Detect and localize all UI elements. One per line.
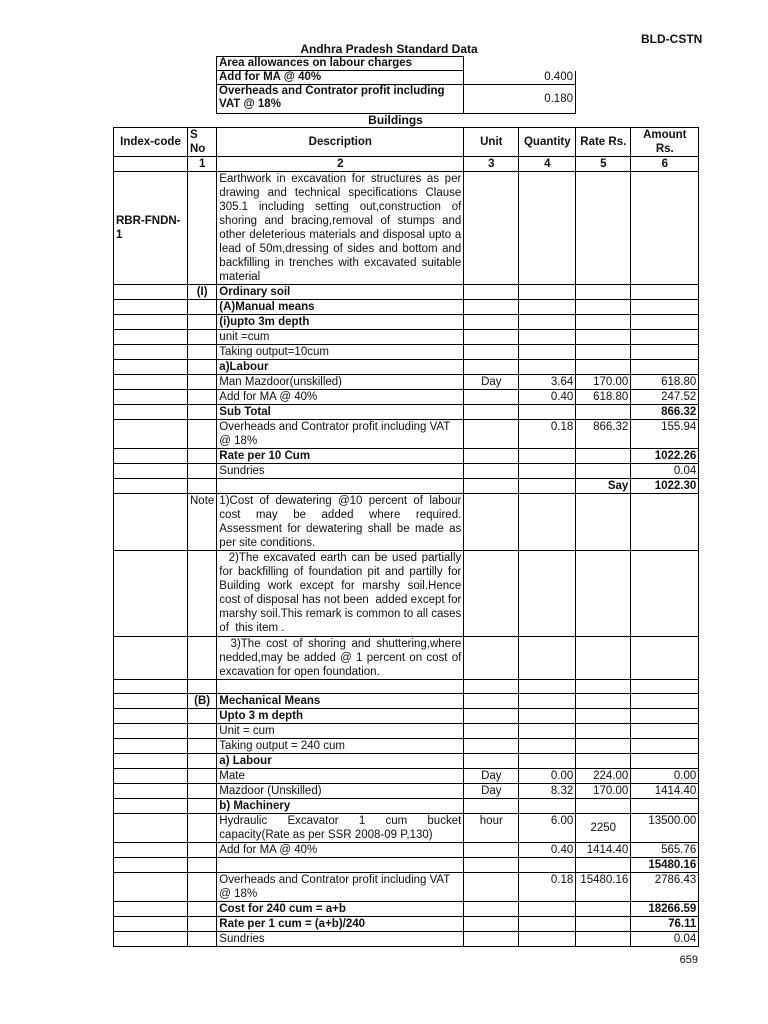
unit-cell (464, 300, 519, 315)
rate-cell (576, 680, 631, 694)
table-row (114, 932, 699, 947)
rate-cell: 15480.16 (576, 873, 631, 902)
column-number-cell: 2 (217, 157, 464, 172)
s-no-cell (188, 360, 217, 375)
s-no-cell (188, 345, 217, 360)
unit-cell: Day (464, 784, 519, 799)
page-title: Andhra Pradesh Standard Data (300, 42, 478, 56)
quantity-cell (519, 724, 576, 739)
rate-cell (576, 917, 631, 932)
quantity-cell (519, 551, 576, 637)
column-number-cell: 6 (631, 157, 699, 172)
index-code-cell (114, 694, 188, 709)
description-cell: Rate per 10 Cum (217, 449, 464, 464)
index-code-cell (114, 360, 188, 375)
header-index-code: Index-code (114, 128, 188, 157)
amount-cell (631, 724, 699, 739)
table-row (114, 449, 699, 464)
rate-cell: 1414.40 (576, 843, 631, 858)
rate-cell (576, 724, 631, 739)
table-row (114, 464, 699, 479)
description-cell: unit =cum (217, 330, 464, 345)
unit-cell: Day (464, 375, 519, 390)
quantity-cell (519, 754, 576, 769)
amount-cell (631, 799, 699, 814)
rate-cell (576, 902, 631, 917)
amount-cell: 618.80 (631, 375, 699, 390)
rate-cell (576, 637, 631, 680)
column-number-cell: 5 (576, 157, 631, 172)
rate-cell (576, 799, 631, 814)
rate-cell (576, 360, 631, 375)
unit-cell (464, 799, 519, 814)
description-cell: (A)Manual means (217, 300, 464, 315)
description-cell: Add for MA @ 40% (217, 843, 464, 858)
quantity-cell (519, 315, 576, 330)
index-code-cell (114, 754, 188, 769)
amount-cell: 2786.43 (631, 873, 699, 902)
description-cell: Unit = cum (217, 724, 464, 739)
rate-cell (576, 932, 631, 947)
table-row (114, 551, 699, 637)
quantity-cell (519, 285, 576, 300)
table-row (114, 769, 699, 784)
description-cell: (i)upto 3m depth (217, 315, 464, 330)
table-row (114, 285, 699, 300)
index-code-cell (114, 315, 188, 330)
s-no-cell (188, 739, 217, 754)
index-code-cell (114, 551, 188, 637)
table-row (114, 300, 699, 315)
index-code-cell (114, 637, 188, 680)
amount-cell: 18266.59 (631, 902, 699, 917)
amount-cell (631, 680, 699, 694)
table-row (114, 739, 699, 754)
rate-cell (576, 494, 631, 551)
rate-cell (576, 464, 631, 479)
index-code-cell (114, 917, 188, 932)
description-cell: Sub Total (217, 405, 464, 420)
amount-cell (631, 330, 699, 345)
table-row (114, 754, 699, 769)
description-cell: Add for MA @ 40% (217, 390, 464, 405)
rate-analysis-table (113, 127, 699, 947)
rate-cell (576, 300, 631, 315)
header-row (114, 128, 699, 157)
quantity-cell: 0.00 (519, 769, 576, 784)
index-code-cell (114, 390, 188, 405)
index-code-cell (114, 799, 188, 814)
table-row (114, 479, 699, 494)
rate-cell (576, 754, 631, 769)
s-no-cell (188, 932, 217, 947)
rate-cell (576, 449, 631, 464)
amount-cell (631, 300, 699, 315)
index-code-cell (114, 330, 188, 345)
description-cell (217, 858, 464, 873)
amount-cell: 247.52 (631, 390, 699, 405)
unit-cell (464, 873, 519, 902)
table-row (114, 724, 699, 739)
index-code-cell (114, 739, 188, 754)
table-row (114, 390, 699, 405)
quantity-cell (519, 932, 576, 947)
index-code-cell (114, 680, 188, 694)
header-rate: Rate Rs. (576, 128, 631, 157)
description-cell: Overheads and Contrator profit including VAT @ 18% (217, 873, 464, 902)
rate-cell: Say (576, 479, 631, 494)
index-code-cell (114, 494, 188, 551)
s-no-cell (188, 330, 217, 345)
s-no-cell (188, 799, 217, 814)
unit-cell (464, 637, 519, 680)
s-no-cell (188, 405, 217, 420)
s-no-cell (188, 172, 217, 285)
unit-cell (464, 449, 519, 464)
amount-cell: 0.00 (631, 769, 699, 784)
index-code-cell (114, 420, 188, 449)
column-number-cell: 3 (464, 157, 519, 172)
unit-cell (464, 360, 519, 375)
unit-cell (464, 680, 519, 694)
description-cell (217, 479, 464, 494)
quantity-cell (519, 330, 576, 345)
description-cell: 1)Cost of dewatering @10 percent of labour cost may be added where required. Assessment for dewatering shall be made as per site conditions. (217, 494, 464, 551)
amount-cell (631, 315, 699, 330)
index-code-cell (114, 285, 188, 300)
column-number-row (114, 157, 699, 172)
rate-cell (576, 739, 631, 754)
quantity-cell (519, 360, 576, 375)
s-no-cell (188, 551, 217, 637)
unit-cell (464, 902, 519, 917)
description-cell: b) Machinery (217, 799, 464, 814)
description-cell: Sundries (217, 932, 464, 947)
rate-cell (576, 694, 631, 709)
quantity-cell (519, 300, 576, 315)
description-cell: Ordinary soil (217, 285, 464, 300)
page-number: 659 (679, 954, 698, 966)
quantity-cell: 0.40 (519, 843, 576, 858)
table-row (114, 360, 699, 375)
unit-cell (464, 330, 519, 345)
unit-cell (464, 709, 519, 724)
amount-cell (631, 345, 699, 360)
description-cell: a)Labour (217, 360, 464, 375)
s-no-cell (188, 709, 217, 724)
table-row (114, 799, 699, 814)
quantity-cell (519, 739, 576, 754)
quantity-cell: 6.00 (519, 814, 576, 843)
index-code-cell (114, 843, 188, 858)
s-no-cell (188, 784, 217, 799)
rate-cell (576, 345, 631, 360)
s-no-cell (188, 300, 217, 315)
s-no-cell (188, 315, 217, 330)
description-cell: a) Labour (217, 754, 464, 769)
unit-cell (464, 464, 519, 479)
index-code-cell (114, 858, 188, 873)
description-cell: Upto 3 m depth (217, 709, 464, 724)
s-no-cell (188, 390, 217, 405)
s-no-cell (188, 637, 217, 680)
unit-cell (464, 724, 519, 739)
amount-cell (631, 285, 699, 300)
amount-cell (631, 551, 699, 637)
s-no-cell (188, 420, 217, 449)
quantity-cell (519, 637, 576, 680)
description-cell: Sundries (217, 464, 464, 479)
description-cell: 3)The cost of shoring and shuttering,where nedded,may be added @ 1 percent on cost of excavation for open foundation. (217, 637, 464, 680)
rate-cell (576, 172, 631, 285)
index-code-cell (114, 769, 188, 784)
quantity-cell (519, 479, 576, 494)
amount-cell: 13500.00 (631, 814, 699, 843)
amount-cell: 155.94 (631, 420, 699, 449)
allowances-table (216, 56, 576, 114)
amount-cell: 1414.40 (631, 784, 699, 799)
unit-cell (464, 405, 519, 420)
quantity-cell (519, 902, 576, 917)
s-no-cell: (B) (188, 694, 217, 709)
amount-cell: 0.04 (631, 464, 699, 479)
description-cell: Hydraulic Excavator 1 cum bucket capacity(Rate as per SSR 2008-09 P,130) (217, 814, 464, 843)
rate-cell (576, 315, 631, 330)
section-heading: Buildings (368, 113, 423, 127)
index-code-cell (114, 932, 188, 947)
amount-cell: 1022.30 (631, 479, 699, 494)
amount-cell: 866.32 (631, 405, 699, 420)
rate-cell: 224.00 (576, 769, 631, 784)
unit-cell (464, 917, 519, 932)
unit-cell (464, 739, 519, 754)
quantity-cell (519, 449, 576, 464)
quantity-cell (519, 680, 576, 694)
rate-cell (576, 330, 631, 345)
quantity-cell: 0.18 (519, 420, 576, 449)
index-code-cell (114, 449, 188, 464)
description-cell: Mechanical Means (217, 694, 464, 709)
header-description: Description (217, 128, 464, 157)
table-row (114, 784, 699, 799)
quantity-cell (519, 709, 576, 724)
index-code-cell (114, 464, 188, 479)
rate-cell (576, 858, 631, 873)
table-row (114, 345, 699, 360)
amount-cell (631, 494, 699, 551)
amount-cell: 0.04 (631, 932, 699, 947)
description-cell: Earthwork in excavation for structures as per drawing and technical specifications Clause 305.1 including setting out,construction of shoring and bracing,removal of stumps and other deleterious materials and disposal upto a lead of 50m,dressing of sides and bottom and backfilling in trenches with excavated suitable material (217, 172, 464, 285)
allowances-heading: Area allowances on labour charges (217, 57, 464, 71)
index-code-cell (114, 375, 188, 390)
s-no-cell (188, 843, 217, 858)
quantity-cell: 0.40 (519, 390, 576, 405)
amount-cell: 15480.16 (631, 858, 699, 873)
table-row (114, 330, 699, 345)
table-row (114, 709, 699, 724)
s-no-cell (188, 464, 217, 479)
description-cell: Rate per 1 cum = (a+b)/240 (217, 917, 464, 932)
column-number-cell: 4 (519, 157, 576, 172)
unit-cell (464, 551, 519, 637)
quantity-cell (519, 858, 576, 873)
unit-cell (464, 494, 519, 551)
table-row (114, 843, 699, 858)
description-cell: Mazdoor (Unskilled) (217, 784, 464, 799)
rate-cell (576, 285, 631, 300)
index-code-cell (114, 405, 188, 420)
s-no-cell (188, 858, 217, 873)
header-unit: Unit (464, 128, 519, 157)
description-cell: Cost for 240 cum = a+b (217, 902, 464, 917)
table-row (114, 694, 699, 709)
unit-cell: hour (464, 814, 519, 843)
amount-cell: 1022.26 (631, 449, 699, 464)
index-code-cell (114, 300, 188, 315)
unit-cell (464, 479, 519, 494)
s-no-cell (188, 479, 217, 494)
rate-cell (576, 551, 631, 637)
description-cell: Man Mazdoor(unskilled) (217, 375, 464, 390)
table-row (114, 405, 699, 420)
amount-cell (631, 360, 699, 375)
unit-cell (464, 754, 519, 769)
description-cell (217, 680, 464, 694)
s-no-cell (188, 917, 217, 932)
table-row (114, 375, 699, 390)
rate-cell: 2250 (576, 814, 631, 843)
column-number-cell (114, 157, 188, 172)
header-quantity: Quantity (519, 128, 576, 157)
index-code-cell (114, 479, 188, 494)
unit-cell (464, 345, 519, 360)
quantity-cell (519, 494, 576, 551)
unit-cell (464, 858, 519, 873)
unit-cell (464, 694, 519, 709)
rate-cell: 866.32 (576, 420, 631, 449)
rate-cell: 170.00 (576, 784, 631, 799)
unit-cell: Day (464, 769, 519, 784)
index-code-cell (114, 784, 188, 799)
unit-cell (464, 932, 519, 947)
s-no-cell (188, 754, 217, 769)
rate-cell (576, 709, 631, 724)
quantity-cell: 8.32 (519, 784, 576, 799)
quantity-cell (519, 694, 576, 709)
table-row (114, 315, 699, 330)
quantity-cell (519, 799, 576, 814)
table-row (114, 917, 699, 932)
table-row (114, 858, 699, 873)
table-row (114, 637, 699, 680)
s-no-cell (188, 375, 217, 390)
table-row (114, 420, 699, 449)
header-s-no: S No (188, 128, 217, 157)
unit-cell (464, 315, 519, 330)
index-code-cell (114, 902, 188, 917)
table-row (114, 902, 699, 917)
description-cell: Taking output=10cum (217, 345, 464, 360)
rate-cell (576, 405, 631, 420)
amount-cell (631, 754, 699, 769)
quantity-cell: 3.64 (519, 375, 576, 390)
s-no-cell (188, 814, 217, 843)
index-code-cell (114, 709, 188, 724)
table-row (114, 873, 699, 902)
description-cell: Taking output = 240 cum (217, 739, 464, 754)
quantity-cell (519, 405, 576, 420)
description-cell: Mate (217, 769, 464, 784)
amount-cell: 76.11 (631, 917, 699, 932)
table-body (114, 172, 699, 947)
amount-cell (631, 172, 699, 285)
header-amount: Amount Rs. (631, 128, 699, 157)
index-code-cell: RBR-FNDN-1 (114, 172, 188, 285)
s-no-cell: (I) (188, 285, 217, 300)
document-code: BLD-CSTN (641, 32, 703, 46)
table-row (114, 680, 699, 694)
unit-cell (464, 390, 519, 405)
ma-value: 0.400 (464, 71, 576, 85)
unit-cell (464, 420, 519, 449)
table-row (114, 494, 699, 551)
description-cell: 2)The excavated earth can be used partially for backfilling of foundation pit and partilly for Building work except for marshy soil.Hence cost of disposal has not been added except for marshy soil.This remark is common to all cases of this item . (217, 551, 464, 637)
index-code-cell (114, 724, 188, 739)
quantity-cell: 0.18 (519, 873, 576, 902)
allowances-heading-value (464, 57, 576, 71)
column-number-cell: 1 (188, 157, 217, 172)
rate-cell: 618.80 (576, 390, 631, 405)
index-code-cell (114, 873, 188, 902)
ma-label: Add for MA @ 40% (217, 71, 464, 85)
s-no-cell (188, 449, 217, 464)
amount-cell (631, 637, 699, 680)
quantity-cell (519, 464, 576, 479)
amount-cell: 565.76 (631, 843, 699, 858)
table-row (114, 172, 699, 285)
rate-cell: 170.00 (576, 375, 631, 390)
s-no-cell (188, 902, 217, 917)
s-no-cell (188, 724, 217, 739)
quantity-cell (519, 345, 576, 360)
index-code-cell (114, 345, 188, 360)
index-code-cell (114, 814, 188, 843)
overheads-value: 0.180 (464, 85, 576, 114)
s-no-cell (188, 769, 217, 784)
unit-cell (464, 285, 519, 300)
unit-cell (464, 843, 519, 858)
quantity-cell (519, 172, 576, 285)
overheads-label: Overheads and Contrator profit including VAT @ 18% (217, 85, 464, 114)
quantity-cell (519, 917, 576, 932)
table-row (114, 814, 699, 843)
amount-cell (631, 739, 699, 754)
s-no-cell (188, 873, 217, 902)
amount-cell (631, 709, 699, 724)
s-no-cell: Note (188, 494, 217, 551)
description-cell: Overheads and Contrator profit including VAT @ 18% (217, 420, 464, 449)
amount-cell (631, 694, 699, 709)
unit-cell (464, 172, 519, 285)
s-no-cell (188, 680, 217, 694)
